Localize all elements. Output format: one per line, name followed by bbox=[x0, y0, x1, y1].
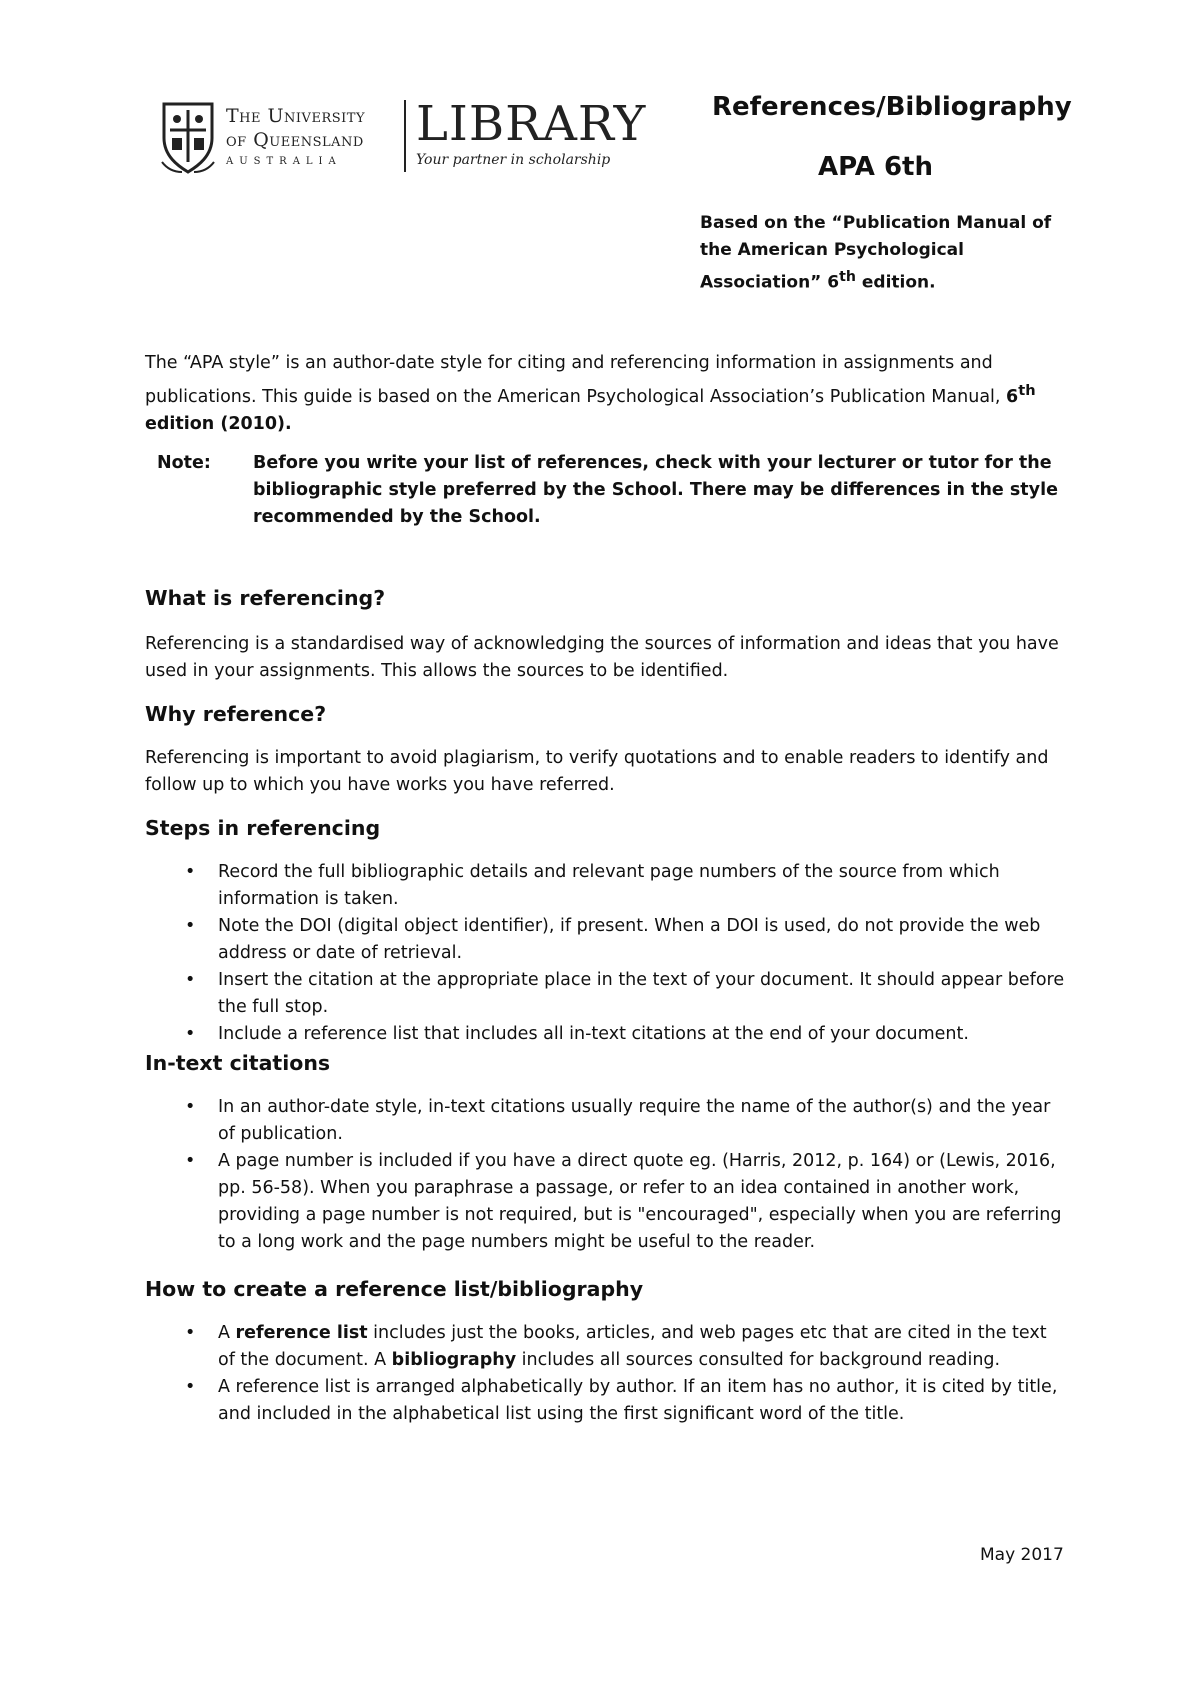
steps-list bbox=[145, 859, 1065, 1048]
bullet-icon: • bbox=[185, 1376, 196, 1397]
intro-edition-superscript: th bbox=[1018, 382, 1036, 399]
intro-edition-text: edition (2010). bbox=[145, 413, 292, 434]
list-item bbox=[145, 913, 1065, 967]
list-item bbox=[145, 1148, 1065, 1256]
list-item bbox=[145, 967, 1065, 1021]
heading-why-reference: Why reference? bbox=[145, 701, 327, 726]
list-item-text: A reference list is arranged alphabetically by author. If an item has no author, it is cited by title, and included in the alphabetical list using the first significant word of the title. bbox=[218, 1376, 1058, 1424]
list-item-text: Insert the citation at the appropriate place in the text of your document. It should appear before the full stop. bbox=[218, 969, 1065, 1017]
university-line-2: of Queensland bbox=[226, 129, 364, 151]
list-item-text: includes just the books, articles, and web pages etc that are cited in the text of the document. A bbox=[218, 1322, 1047, 1370]
university-line-1: The University bbox=[226, 105, 366, 127]
bullet-icon: • bbox=[185, 1322, 196, 1343]
note-text: Before you write your list of references, check with your lecturer or tutor for the bibliographic style preferred by the School. There may be differences in the style recommended by the School. bbox=[253, 452, 1058, 527]
list-item-text: Note the DOI (digital object identifier), if present. When a DOI is used, do not provide the web address or date of retrieval. bbox=[218, 915, 1041, 963]
list-item bbox=[145, 1094, 1065, 1148]
intro-text: The “APA style” is an author-date style for citing and referencing information in assignments and publications. This guide is based on the American Psychological Association’s Publication Manual, bbox=[145, 353, 1007, 407]
document-title: References/Bibliography bbox=[712, 92, 1072, 122]
bullet-icon: • bbox=[185, 861, 196, 882]
university-country: AUSTRALIA bbox=[226, 156, 342, 167]
list-item-text: Include a reference list that includes all in-text citations at the end of your document. bbox=[218, 1023, 969, 1044]
paragraph-what-is-referencing: Referencing is a standardised way of acknowledging the sources of information and ideas that you have used in your assignments. This allows the sources to be identified. bbox=[145, 633, 1059, 681]
heading-what-is-referencing: What is referencing? bbox=[145, 585, 386, 610]
bullet-icon: • bbox=[185, 1023, 196, 1044]
logo-divider bbox=[404, 100, 406, 172]
note-label: Note: bbox=[157, 452, 211, 473]
bullet-icon: • bbox=[185, 1150, 196, 1171]
basis-text-end: edition. bbox=[855, 272, 936, 293]
basis-text: Based on the “Publication Manual of the American Psychological Association” 6 bbox=[700, 213, 1052, 293]
paragraph-why-reference: Referencing is important to avoid plagiarism, to verify quotations and to enable readers to identify and follow up to which you have works you have referred. bbox=[145, 747, 1049, 795]
uq-library-logo bbox=[158, 98, 678, 180]
university-name bbox=[226, 104, 365, 167]
list-item bbox=[145, 1374, 1065, 1428]
document-edition: APA 6th bbox=[818, 152, 933, 182]
list-item bbox=[145, 1021, 1065, 1048]
in-text-citations-list bbox=[145, 1094, 1065, 1256]
intro-edition-number: 6 bbox=[1006, 386, 1019, 407]
library-word: LIBRARY bbox=[416, 96, 647, 152]
note-block bbox=[157, 450, 1065, 531]
heading-how-to-create-reference-list: How to create a reference list/bibliography bbox=[145, 1276, 644, 1301]
heading-steps-in-referencing: Steps in referencing bbox=[145, 815, 381, 840]
list-item-text: Record the full bibliographic details and relevant page numbers of the source from which information is taken. bbox=[218, 861, 1000, 909]
list-item bbox=[145, 859, 1065, 913]
basis-superscript: th bbox=[839, 269, 856, 285]
uq-crest-icon bbox=[158, 100, 218, 174]
term-bibliography: bibliography bbox=[391, 1349, 517, 1370]
document-basis bbox=[700, 210, 1060, 297]
list-item bbox=[145, 1320, 1065, 1374]
list-item-text: In an author-date style, in-text citations usually require the name of the author(s) and the year of publication. bbox=[218, 1096, 1051, 1144]
bullet-icon: • bbox=[185, 969, 196, 990]
library-tagline: Your partner in scholarship bbox=[416, 152, 611, 168]
list-item-text: includes all sources consulted for background reading. bbox=[516, 1349, 1001, 1370]
bullet-icon: • bbox=[185, 915, 196, 936]
intro-paragraph bbox=[145, 350, 1065, 438]
heading-in-text-citations: In-text citations bbox=[145, 1050, 331, 1075]
bullet-icon: • bbox=[185, 1096, 196, 1117]
document-body bbox=[145, 350, 1065, 1428]
term-reference-list: reference list bbox=[235, 1322, 368, 1343]
reference-list-howto bbox=[145, 1320, 1065, 1428]
list-item-text: A page number is included if you have a direct quote eg. (Harris, 2012, p. 164) or (Lewis, 2016, pp. 56-58). When you paraphrase a passage, or refer to an idea contained in another work, providing a page number is not required, but is "encouraged", especially when you are referring to a long work and the page numbers might be useful to the reader. bbox=[218, 1150, 1062, 1252]
library-wordmark bbox=[416, 98, 646, 168]
footer-date: May 2017 bbox=[980, 1545, 1064, 1565]
list-item-text: A bbox=[218, 1322, 236, 1343]
